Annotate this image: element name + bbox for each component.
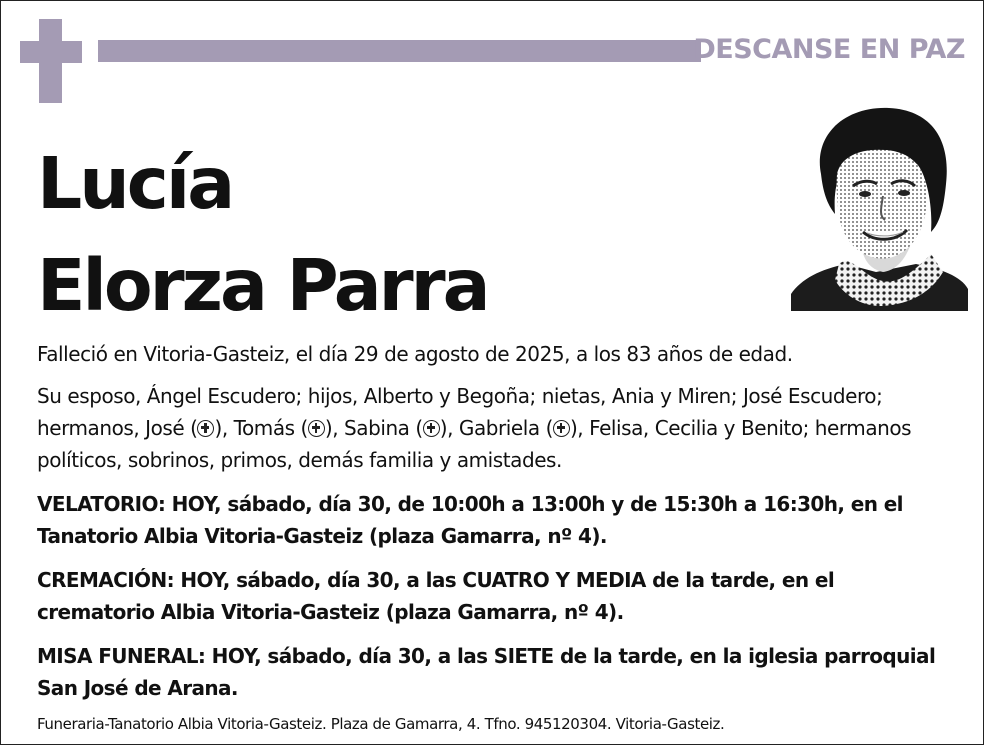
deceased-cross-icon — [423, 420, 440, 437]
notice-body — [37, 338, 957, 716]
wake-info: VELATORIO: HOY, sábado, día 30, de 10:00h a 13:00h y de 15:30h a 16:30h, en el Tanatorio Albia Vitoria-Gasteiz (plaza Gamarra, nº 4). — [37, 492, 903, 548]
deceased-cross-icon — [308, 420, 325, 437]
funeral-home-footer: Funeraria-Tanatorio Albia Vitoria-Gasteiz. Plaza de Gamarra, 4. Tfno. 945120304. Vitoria-Gasteiz. — [37, 715, 725, 733]
first-name: Lucía — [37, 142, 233, 225]
family-paragraph — [37, 380, 957, 476]
family-text: ), Gabriela ( — [439, 416, 553, 440]
header-rule — [98, 40, 701, 62]
deceased-cross-icon — [553, 420, 570, 437]
death-line: Falleció en Vitoria-Gasteiz, el día 29 de agosto de 2025, a los 83 años de edad. — [37, 342, 793, 366]
family-text: Su esposo, Ángel Escudero; hijos, Alberto y Begoña; nietas, Ania y Miren; José Escudero; hermanos, José ( — [37, 384, 883, 440]
family-text: ), Sabina ( — [324, 416, 423, 440]
deceased-name — [37, 133, 488, 337]
deceased-cross-icon — [197, 420, 214, 437]
latin-cross-icon — [20, 19, 82, 103]
family-text: ), Felisa, Cecilia y Benito; hermanos políticos, sobrinos, primos, demás familia y amistades. — [37, 416, 912, 472]
funeral-mass-info: MISA FUNERAL: HOY, sábado, día 30, a las SIETE de la tarde, en la iglesia parroquial San José de Arana. — [37, 644, 936, 700]
surnames: Elorza Parra — [37, 244, 488, 327]
header-motto: DESCANSE EN PAZ — [693, 34, 965, 65]
portrait-photo — [791, 104, 968, 311]
family-text: ), Tomás ( — [214, 416, 308, 440]
cremation-info: CREMACIÓN: HOY, sábado, día 30, a las CUATRO Y MEDIA de la tarde, en el crematorio Albia Vitoria-Gasteiz (plaza Gamarra, nº 4). — [37, 568, 835, 624]
